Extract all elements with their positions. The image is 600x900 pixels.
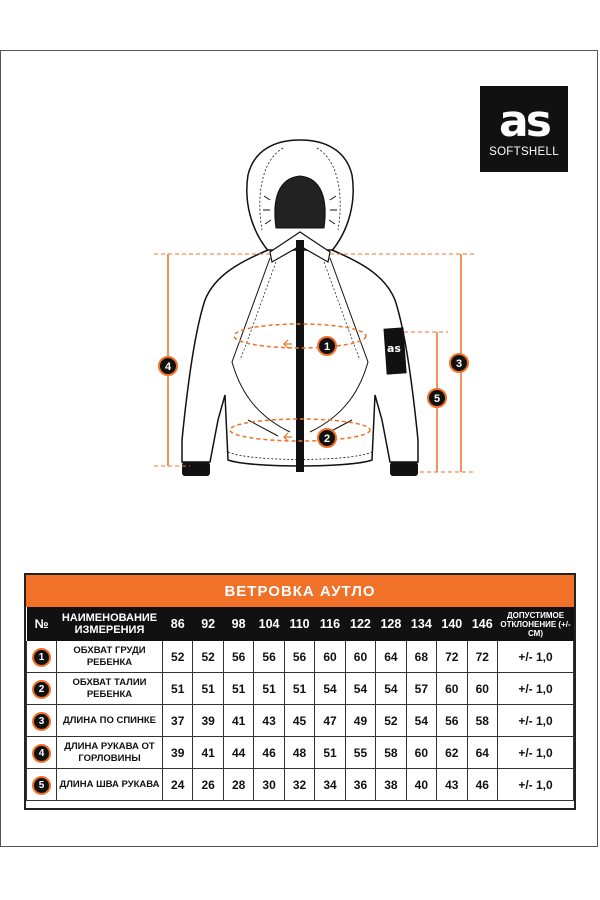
row-value: 38 [376, 769, 406, 801]
row-name: ДЛИНА ПО СПИНКЕ [57, 705, 163, 737]
table-row [27, 769, 574, 801]
row-value: 54 [376, 673, 406, 705]
size-table [24, 573, 576, 810]
row-value: 52 [376, 705, 406, 737]
row-number: 1 [27, 641, 57, 673]
header-size: 140 [437, 607, 467, 641]
header-num: № [27, 607, 57, 641]
header-size: 104 [254, 607, 284, 641]
row-value: 51 [284, 673, 314, 705]
left-cuff [182, 462, 210, 476]
table-row [27, 705, 574, 737]
logo-mark: as [499, 96, 549, 147]
row-value: 56 [223, 641, 253, 673]
row-value: 64 [467, 737, 497, 769]
row-value: 64 [376, 641, 406, 673]
header-size: 92 [193, 607, 223, 641]
row-name: ОБХВАТ ТАЛИИ РЕБЕНКА [57, 673, 163, 705]
row-tolerance: +/- 1,0 [498, 673, 574, 705]
marker-2 [318, 429, 336, 447]
row-value: 46 [467, 769, 497, 801]
sleeve-badge-mark: as [387, 342, 401, 355]
row-value: 60 [437, 673, 467, 705]
row-value: 49 [345, 705, 375, 737]
row-number: 3 [27, 705, 57, 737]
row-tolerance: +/- 1,0 [498, 737, 574, 769]
row-value: 24 [163, 769, 193, 801]
row-value: 39 [193, 705, 223, 737]
row-number: 2 [27, 673, 57, 705]
header-size: 128 [376, 607, 406, 641]
header-name: НАИМЕНОВАНИЕ ИЗМЕРЕНИЯ [57, 607, 163, 641]
row-value: 51 [254, 673, 284, 705]
logo-word: SOFTSHELL [489, 146, 559, 158]
table-row [27, 641, 574, 673]
row-value: 55 [345, 737, 375, 769]
row-value: 72 [437, 641, 467, 673]
row-value: 56 [254, 641, 284, 673]
row-value: 51 [315, 737, 345, 769]
row-value: 60 [467, 673, 497, 705]
table-row [27, 673, 574, 705]
row-name: ДЛИНА РУКАВА ОТ ГОРЛОВИНЫ [57, 737, 163, 769]
header-size: 146 [467, 607, 497, 641]
row-name: ОБХВАТ ГРУДИ РЕБЕНКА [57, 641, 163, 673]
header-tolerance: ДОПУСТИМОЕ ОТКЛОНЕНИЕ (+/-СМ) [498, 607, 574, 641]
row-value: 44 [223, 737, 253, 769]
row-value: 41 [223, 705, 253, 737]
row-value: 58 [376, 737, 406, 769]
row-value: 57 [406, 673, 436, 705]
row-value: 39 [163, 737, 193, 769]
header-size: 86 [163, 607, 193, 641]
zipper [296, 240, 304, 472]
svg-text:5: 5 [433, 393, 441, 405]
row-value: 41 [193, 737, 223, 769]
row-value: 40 [406, 769, 436, 801]
row-value: 60 [406, 737, 436, 769]
row-tolerance: +/- 1,0 [498, 641, 574, 673]
row-value: 36 [345, 769, 375, 801]
svg-text:4: 4 [164, 361, 172, 373]
marker-5 [428, 389, 446, 407]
table-title: ВЕТРОВКА АУТЛО [26, 575, 574, 607]
row-value: 48 [284, 737, 314, 769]
row-value: 54 [406, 705, 436, 737]
row-value: 54 [345, 673, 375, 705]
header-size: 122 [345, 607, 375, 641]
svg-text:3: 3 [455, 358, 463, 370]
row-value: 52 [193, 641, 223, 673]
right-cuff [390, 462, 418, 476]
marker-1 [318, 337, 336, 355]
row-value: 68 [406, 641, 436, 673]
svg-text:1: 1 [323, 341, 331, 353]
row-tolerance: +/- 1,0 [498, 705, 574, 737]
table-row [27, 737, 574, 769]
row-value: 56 [284, 641, 314, 673]
header-size: 116 [315, 607, 345, 641]
marker-3 [450, 354, 468, 372]
header-size: 98 [223, 607, 253, 641]
row-value: 60 [345, 641, 375, 673]
header-size: 134 [406, 607, 436, 641]
row-value: 43 [254, 705, 284, 737]
row-number: 4 [27, 737, 57, 769]
row-value: 51 [193, 673, 223, 705]
svg-text:2: 2 [323, 433, 331, 445]
row-value: 26 [193, 769, 223, 801]
row-value: 28 [223, 769, 253, 801]
row-value: 60 [315, 641, 345, 673]
row-value: 62 [437, 737, 467, 769]
row-value: 43 [437, 769, 467, 801]
measurement-table [26, 607, 574, 801]
row-value: 46 [254, 737, 284, 769]
row-value: 72 [467, 641, 497, 673]
row-value: 58 [467, 705, 497, 737]
marker-4 [159, 357, 177, 375]
row-value: 51 [223, 673, 253, 705]
row-value: 47 [315, 705, 345, 737]
header-size: 110 [284, 607, 314, 641]
row-value: 54 [315, 673, 345, 705]
row-name: ДЛИНА ШВА РУКАВА [57, 769, 163, 801]
row-value: 56 [437, 705, 467, 737]
row-number: 5 [27, 769, 57, 801]
row-value: 30 [254, 769, 284, 801]
row-value: 32 [284, 769, 314, 801]
row-value: 45 [284, 705, 314, 737]
row-value: 34 [315, 769, 345, 801]
row-value: 37 [163, 705, 193, 737]
row-value: 52 [163, 641, 193, 673]
row-value: 51 [163, 673, 193, 705]
row-tolerance: +/- 1,0 [498, 769, 574, 801]
table-header-row [27, 607, 574, 641]
